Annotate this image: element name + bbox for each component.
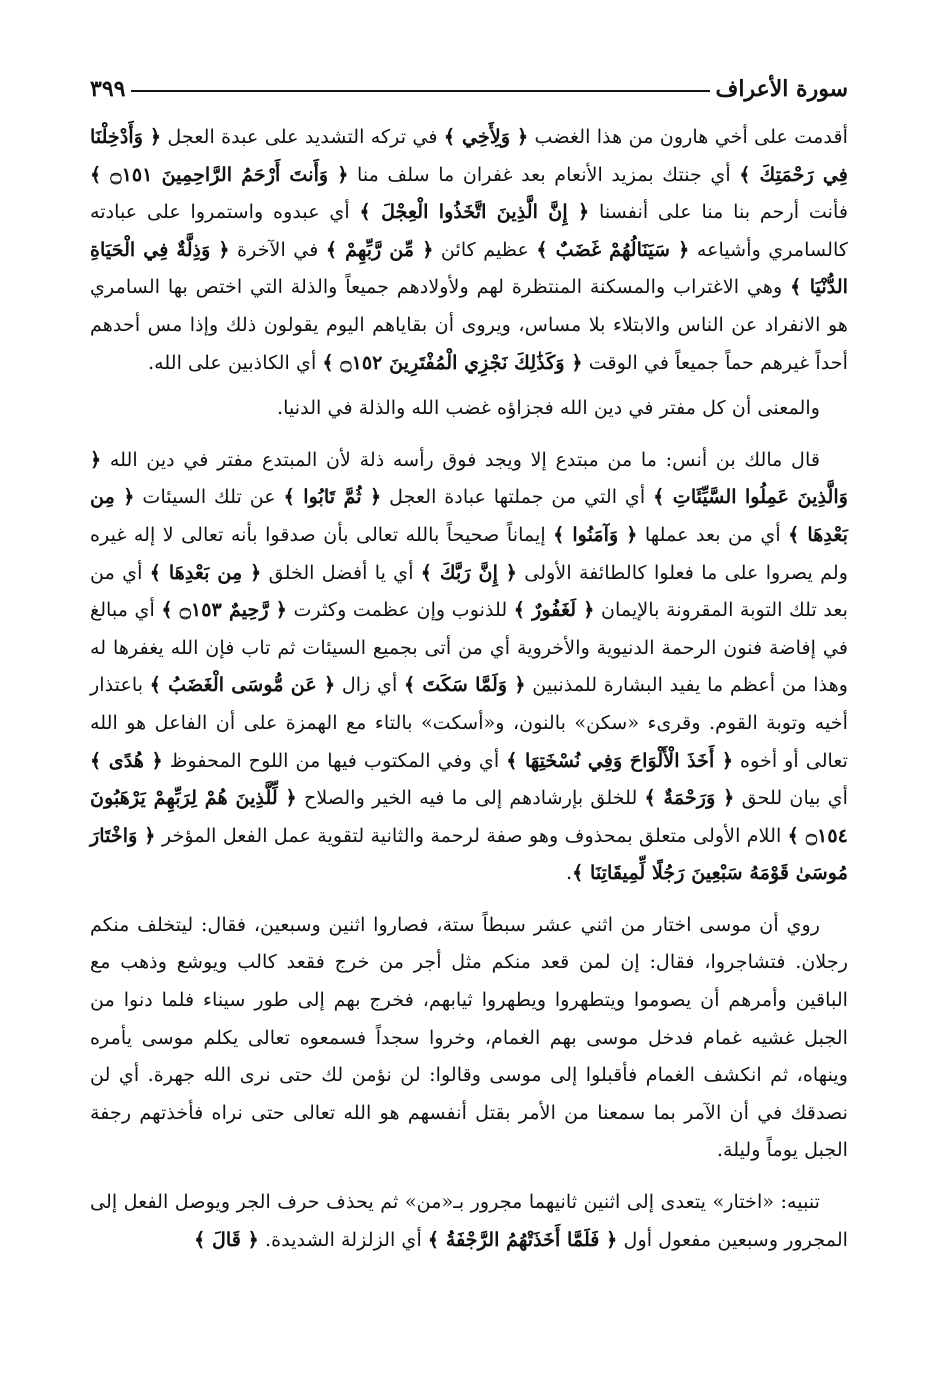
- quran-verse: ﴿ قَالَ ﴾: [194, 1227, 259, 1251]
- commentary-text: روي أن موسى اختار من اثني عشر سبطاً ستة، فصاروا اثنين وسبعين، فقال: ليتخلف منكم رجلان. فتشاجروا، فقال: إن لمن قعد منكم مثل أجر من خرج فقعد كالب ويوشع وذهب مع الباقين وأمرهم أن يصوموا ويتطهروا ويطهروا ثيابهم، فخرج بهم إلى طور سيناء فلما دنوا من الجبل غشيه غمام فدخل موسى بهم الغمام، وخروا سجداً فسمعوه تعالى يكلم موسى يأمره وينهاه، ثم انكشف الغمام فأقبلوا إلى موسى وقالوا: لن نؤمن لك حتى نرى الله جهرة. أي لن نصدقك في أن الآمر بما سمعنا من الأمر بقتل أنفسهم هو الله تعالى حتى نراه فأخذتهم رجفة الجبل يوماً وليلة.: [90, 912, 848, 1162]
- commentary-text: فأنت أرحم بنا منا على أنفسنا: [589, 200, 849, 224]
- commentary-text: إيماناً صحيحاً بالله تعالى بأن صدقوا بأنه تعالى لا إله غيره ولم يصروا على ما فعلوا كالطائفة الأولى: [90, 522, 849, 584]
- quran-verse: ﴿ لَغَفُورٌ ﴾: [513, 598, 595, 622]
- page-header: [90, 68, 848, 102]
- commentary-text: عن تلك السيئات: [134, 485, 284, 509]
- quran-verse: ﴿ فَلَمَّا أَخَذَتْهُمُ الرَّجْفَةُ ﴾: [427, 1227, 618, 1251]
- quran-verse: ﴿ أَخَذَ الْأَلْوَاحَ وَفِي نُسْخَتِهَا ﴾: [506, 748, 734, 772]
- quran-verse: ﴿ وَأَدْخِلْنَا فِي رَحْمَتِكَ ﴾: [90, 125, 848, 186]
- commentary-text: تنبيه: «اختار» يتعدى إلى اثنين ثانيهما مجرور بـ«من» ثم يحذف حرف الجر ويوصل الفعل إلى المجرور وسبعين مفعول أول: [90, 1190, 848, 1251]
- quran-verse: ﴿ وَذِلَّةٌ فِي الْحَيَاةِ الدُّنْيَا ﴾: [90, 237, 848, 299]
- commentary-text: أي وفي المكتوب فيها من اللوح المحفوظ: [162, 748, 507, 772]
- quran-verse: ﴿ مِّن رَّبِّهِمْ ﴾: [325, 237, 434, 261]
- quran-verse: ﴿ ثُمَّ تَابُوا ﴾: [283, 485, 382, 509]
- quran-verse: ﴿ وَرَحْمَةٌ ﴾: [644, 786, 735, 810]
- commentary-text: اللام الأولى متعلق بمحذوف وهو صفة لرحمة والثانية لتقوية عمل الفعل المؤخر: [155, 823, 788, 847]
- quran-verse: ﴿ لِّلَّذِينَ هُمْ لِرَبِّهِمْ يَرْهَبُونَ ۝١٥٤ ﴾: [90, 786, 848, 847]
- quran-verse: ﴿ رَّحِيمٌ ۝١٥٣ ﴾: [161, 598, 287, 622]
- commentary-text: أي زال: [335, 673, 404, 697]
- quran-verse: ﴿ عَن مُّوسَى الْغَضَبُ ﴾: [149, 673, 336, 697]
- commentary-text: للخلق بإرشادهم إلى ما فيه الخير والصلاح: [296, 786, 645, 810]
- paragraph-gap: [90, 381, 848, 389]
- header-rule: [131, 90, 709, 92]
- paragraph: [90, 441, 848, 892]
- commentary-text: عظيم كائن: [433, 237, 537, 261]
- surah-title: سورة الأعراف: [715, 76, 848, 102]
- quran-verse: ﴿ مِن بَعْدِهَا ﴾: [90, 485, 848, 546]
- quran-verse: ﴿ وَلِأَخِي ﴾: [443, 125, 529, 148]
- commentary-text: أي مبالغ في إفاضة فنون الرحمة الدنيوية والأخروية أي من أتى بجميع السيئات ثم تاب فإن الله يغفرها له وهذا من أعظم ما يفيد البشارة للمذنبين: [90, 598, 849, 697]
- commentary-text: للذنوب وإن عظمت وكثرت: [286, 598, 514, 622]
- quran-verse: ﴿ وَالَّذِينَ عَمِلُوا السَّيِّئَاتِ ﴾: [90, 447, 848, 509]
- commentary-text: والمعنى أن كل مفتر في دين الله فجزاؤه غضب الله والذلة في الدنيا.: [277, 396, 820, 420]
- commentary-text: وهي الاغتراب والمسكنة المنتظرة لهم ولأولادهم جميعاً والذلة التي اختص بها السامري هو الانفراد عن الناس والابتلاء بلا مساس، ويروى أن بقاياهم اليوم يقولون ذلك وإذا مس أحدهم أحداً غيرهم حماً جميعاً في الوقت: [90, 275, 848, 374]
- commentary-text: أقدمت على أخي هارون من هذا الغضب: [528, 125, 848, 148]
- commentary-text: باعتذار أخيه وتوبة القوم. وقرىء «سكن» بالنون، و«أسكت» بالتاء مع الهمزة على أن الفاعل هو الله تعالى أو أخوه: [90, 673, 848, 772]
- commentary-text: أي الزلزلة الشديدة.: [258, 1227, 428, 1251]
- quran-verse: ﴿ إِنَّ الَّذِينَ اتَّخَذُوا الْعِجْلَ ﴾: [359, 200, 590, 224]
- paragraph-gap: [90, 427, 848, 441]
- commentary-text: أي التي من جملتها عبادة العجل: [381, 485, 654, 509]
- quran-verse: ﴿ مِن بَعْدِهَا ﴾: [149, 560, 262, 584]
- paragraph-gap: [90, 892, 848, 906]
- page-number: ٣٩٩: [90, 76, 126, 102]
- commentary-text: أي عبدوه واستمروا على عبادته كالسامري وأشياعه: [90, 200, 848, 261]
- paragraph: [90, 118, 848, 381]
- commentary-text: في تركه التشديد على عبدة العجل: [161, 125, 444, 148]
- quran-verse: ﴿ وَأَنتَ أَرْحَمُ الرَّاحِمِينَ ۝١٥١ ﴾: [90, 162, 349, 186]
- commentary-text: أي الكاذبين على الله.: [148, 350, 323, 374]
- quran-verse: ﴿ إِنَّ رَبَّكَ ﴾: [420, 560, 518, 584]
- quran-verse: ﴿ وَكَذَٰلِكَ نَجْزِي الْمُفْتَرِينَ ۝١٥٢ ﴾: [322, 350, 583, 374]
- commentary-text: أي بيان للحق: [734, 786, 848, 810]
- quran-verse: ﴿ وَآمَنُوا ﴾: [553, 522, 638, 546]
- commentary-text: في الآخرة: [229, 237, 326, 261]
- quran-verse: ﴿ هُدًى ﴾: [90, 748, 163, 772]
- commentary-text: أي من بعد تلك التوبة المقرونة بالإيمان: [90, 560, 848, 622]
- paragraph: [90, 389, 848, 427]
- commentary-text: أي يا أفضل الخلق: [261, 560, 421, 584]
- quran-verse: ﴿ سَيَنَالُهُمْ غَضَبٌ ﴾: [536, 237, 690, 261]
- commentary-text: قال مالك بن أنس: ما من مبتدع إلا ويجد فوق رأسه ذلة لأن المبتدع مفتر في دين الله: [101, 447, 820, 471]
- commentary-text: أي جنتك بمزيد الأنعام بعد غفران ما سلف منا: [348, 162, 740, 186]
- commentary-text: أي من بعد عملها: [637, 522, 789, 546]
- paragraph-gap: [90, 1169, 848, 1183]
- commentary-text: .: [565, 861, 573, 885]
- quran-verse: ﴿ وَلَمَّا سَكَتَ ﴾: [403, 673, 526, 697]
- paragraph: [90, 1183, 848, 1258]
- paragraph: [90, 906, 848, 1169]
- page-body: [90, 118, 848, 1258]
- quran-verse: ﴿ وَاخْتَارَ مُوسَىٰ قَوْمَهُ سَبْعِينَ رَجُلًا لِّمِيقَاتِنَا ﴾: [90, 823, 848, 885]
